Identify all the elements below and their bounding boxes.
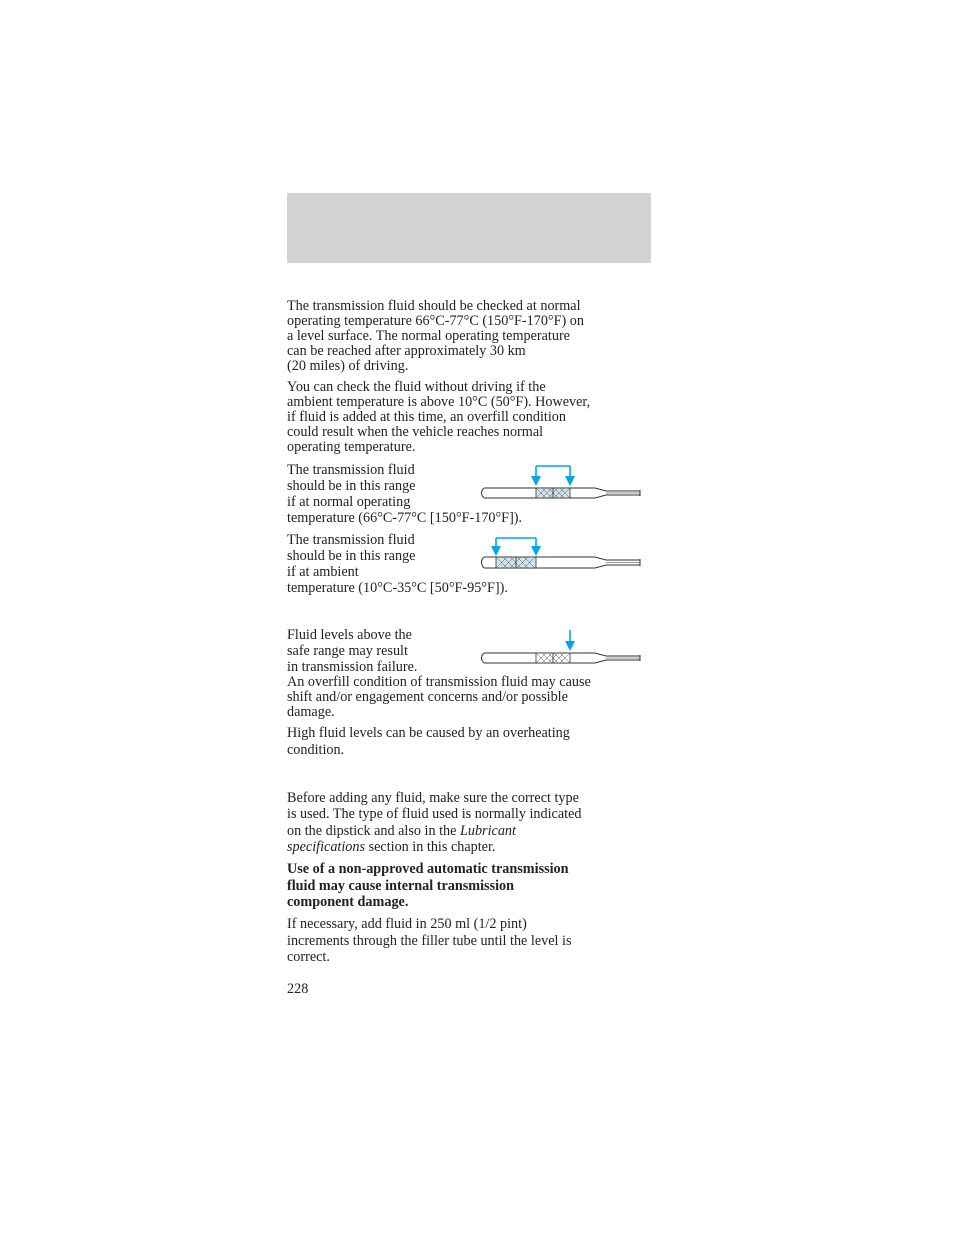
text-line: (20 miles) of driving. xyxy=(287,358,409,374)
text-line: can be reached after approximately 30 km xyxy=(287,343,526,359)
text-line: damage. xyxy=(287,704,335,720)
text-line xyxy=(287,839,651,855)
text-line: High fluid levels can be caused by an overheating xyxy=(287,725,570,741)
text-line: operating temperature. xyxy=(287,439,416,455)
text-line: The transmission fluid xyxy=(287,532,415,548)
text-segment: on the dipstick and also in the xyxy=(287,822,460,839)
para-overheating xyxy=(287,725,651,759)
section-header-bar xyxy=(287,193,651,263)
text-segment: section in this chapter. xyxy=(365,838,496,855)
text-line: You can check the fluid without driving if the xyxy=(287,379,546,395)
text-line: safe range may result xyxy=(287,643,408,659)
text-line: if at normal operating xyxy=(287,494,411,510)
text-line xyxy=(287,823,651,839)
text-line: could result when the vehicle reaches normal xyxy=(287,424,544,440)
specifications-reference: specifications xyxy=(287,838,366,855)
text-line: should be in this range xyxy=(287,478,416,494)
para-fluid-type xyxy=(287,790,651,855)
text-line: The transmission fluid should be checked at normal xyxy=(287,298,581,314)
para-ambient-check xyxy=(287,380,651,455)
text-line: fluid may cause internal transmission xyxy=(287,877,515,894)
text-line: operating temperature 66°C-77°C (150°F-170°F) on xyxy=(287,313,584,329)
text-line: shift and/or engagement concerns and/or possible xyxy=(287,689,568,705)
dipstick-normal-range-figure xyxy=(478,462,644,504)
text-line: if fluid is added at this time, an overfill condition xyxy=(287,409,566,425)
text-line: Fluid levels above the xyxy=(287,627,412,643)
text-line: should be in this range xyxy=(287,548,416,564)
lubricant-reference: Lubricant xyxy=(459,822,516,839)
page-number: 228 xyxy=(287,981,309,997)
warning-non-approved-fluid xyxy=(287,861,651,911)
text-line: Before adding any fluid, make sure the correct type xyxy=(287,790,579,806)
text-line: The transmission fluid xyxy=(287,462,415,478)
dipstick-ambient-range-figure xyxy=(478,532,644,574)
text-line: in transmission failure. xyxy=(287,659,418,675)
text-line: An overfill condition of transmission fluid may cause xyxy=(287,674,591,690)
text-line: correct. xyxy=(287,949,330,965)
text-line: a level surface. The normal operating temperature xyxy=(287,328,570,344)
text-line: if at ambient xyxy=(287,564,359,580)
text-line: ambient temperature is above 10°C (50°F). However, xyxy=(287,394,591,410)
para-operating-temperature xyxy=(287,299,651,374)
text-line: Use of a non-approved automatic transmission xyxy=(287,861,569,877)
text-line: component damage. xyxy=(287,894,409,910)
dipstick-overfill-figure xyxy=(478,627,644,669)
text-line: condition. xyxy=(287,742,345,758)
text-line: increments through the filler tube until the level is xyxy=(287,932,572,949)
text-line: If necessary, add fluid in 250 ml (1/2 pint) xyxy=(287,916,527,932)
text-line: temperature (10°C-35°C [50°F-95°F]). xyxy=(287,580,508,596)
text-line: is used. The type of fluid used is normally indicated xyxy=(287,806,582,823)
para-add-fluid xyxy=(287,916,651,966)
text-line: temperature (66°C-77°C [150°F-170°F]). xyxy=(287,510,523,526)
